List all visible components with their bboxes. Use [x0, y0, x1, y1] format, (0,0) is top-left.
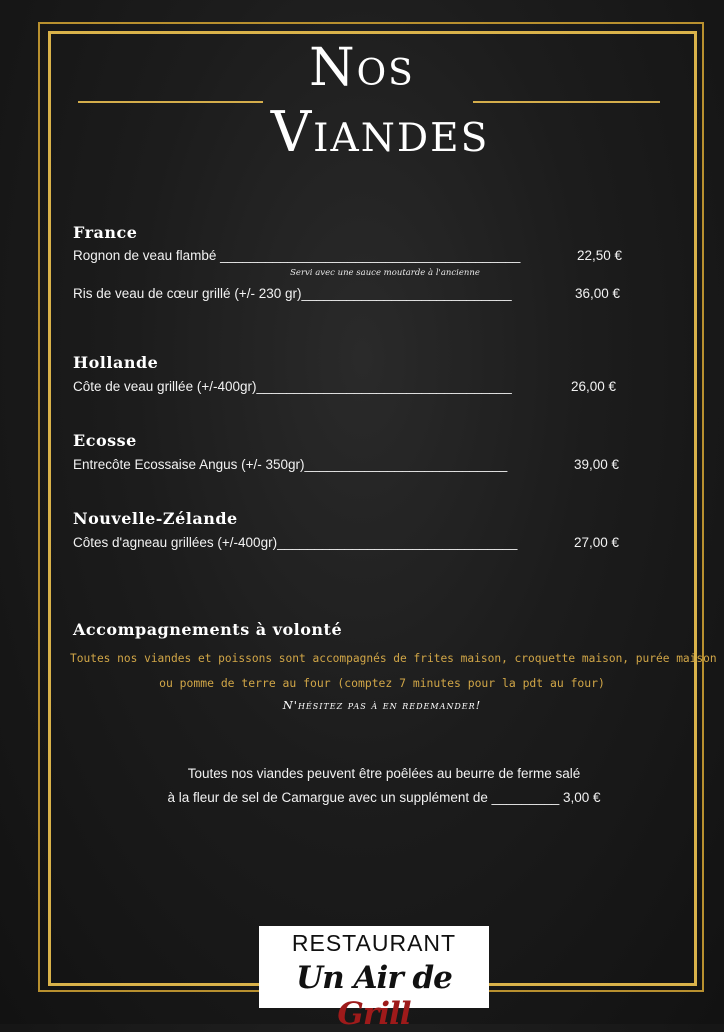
logo-name-part1: Un Air de — [296, 960, 452, 996]
logo-restaurant-text: RESTAURANT — [291, 930, 457, 956]
restaurant-logo — [259, 926, 489, 1032]
menu-price-entrecote: 39,00 € — [574, 457, 620, 472]
menu-item-entrecote: Entrecôte Ecossaise Angus (+/- 350gr)___________________________ — [73, 457, 508, 472]
section-heading-hollande: Hollande — [73, 353, 159, 372]
menu-price-cotes-agneau: 27,00 € — [574, 535, 620, 550]
logo-name-text — [259, 960, 489, 1032]
menu-price-cote-de-veau: 26,00 € — [571, 379, 617, 394]
accompagnements-line2: ou pomme de terre au four (comptez 7 minutes pour la pdt au four) — [159, 676, 605, 690]
supplement-line2: à la fleur de sel de Camargue avec un supplément de _________ 3,00 € — [167, 790, 601, 805]
menu-item-cotes-agneau: Côtes d'agneau grillées (+/-400gr)________________________________ — [73, 535, 518, 550]
page-title-line1: Nos — [309, 38, 415, 98]
menu-item-rognon: Rognon de veau flambé ________________________________________ — [73, 248, 521, 263]
menu-price-rognon: 22,50 € — [577, 248, 623, 263]
menu-item-ris-de-veau: Ris de veau de cœur grillé (+/- 230 gr)____________________________ — [73, 286, 512, 301]
menu-note-rognon: Servi avec une sauce moutarde à l'ancienne — [290, 268, 480, 278]
section-heading-france: France — [73, 223, 138, 242]
accompagnements-line1: Toutes nos viandes et poissons sont accompagnés de frites maison, croquette maison, purée maison — [70, 652, 717, 665]
menu-item-cote-de-veau: Côte de veau grillée (+/-400gr)__________________________________ — [73, 379, 512, 394]
page-title-line2: Viandes — [270, 100, 490, 165]
section-heading-ecosse: Ecosse — [73, 431, 137, 450]
supplement-line1: Toutes nos viandes peuvent être poêlées au beurre de ferme salé — [187, 766, 581, 781]
accompagnements-redemander: N'hésitez pas à en redemander! — [282, 698, 482, 712]
section-heading-accompagnements: Accompagnements à volonté — [73, 620, 343, 639]
section-heading-nouvelle-zelande: Nouvelle-Zélande — [73, 509, 238, 528]
menu-price-ris-de-veau: 36,00 € — [575, 286, 621, 301]
logo-name-grill: Grill — [337, 996, 411, 1032]
